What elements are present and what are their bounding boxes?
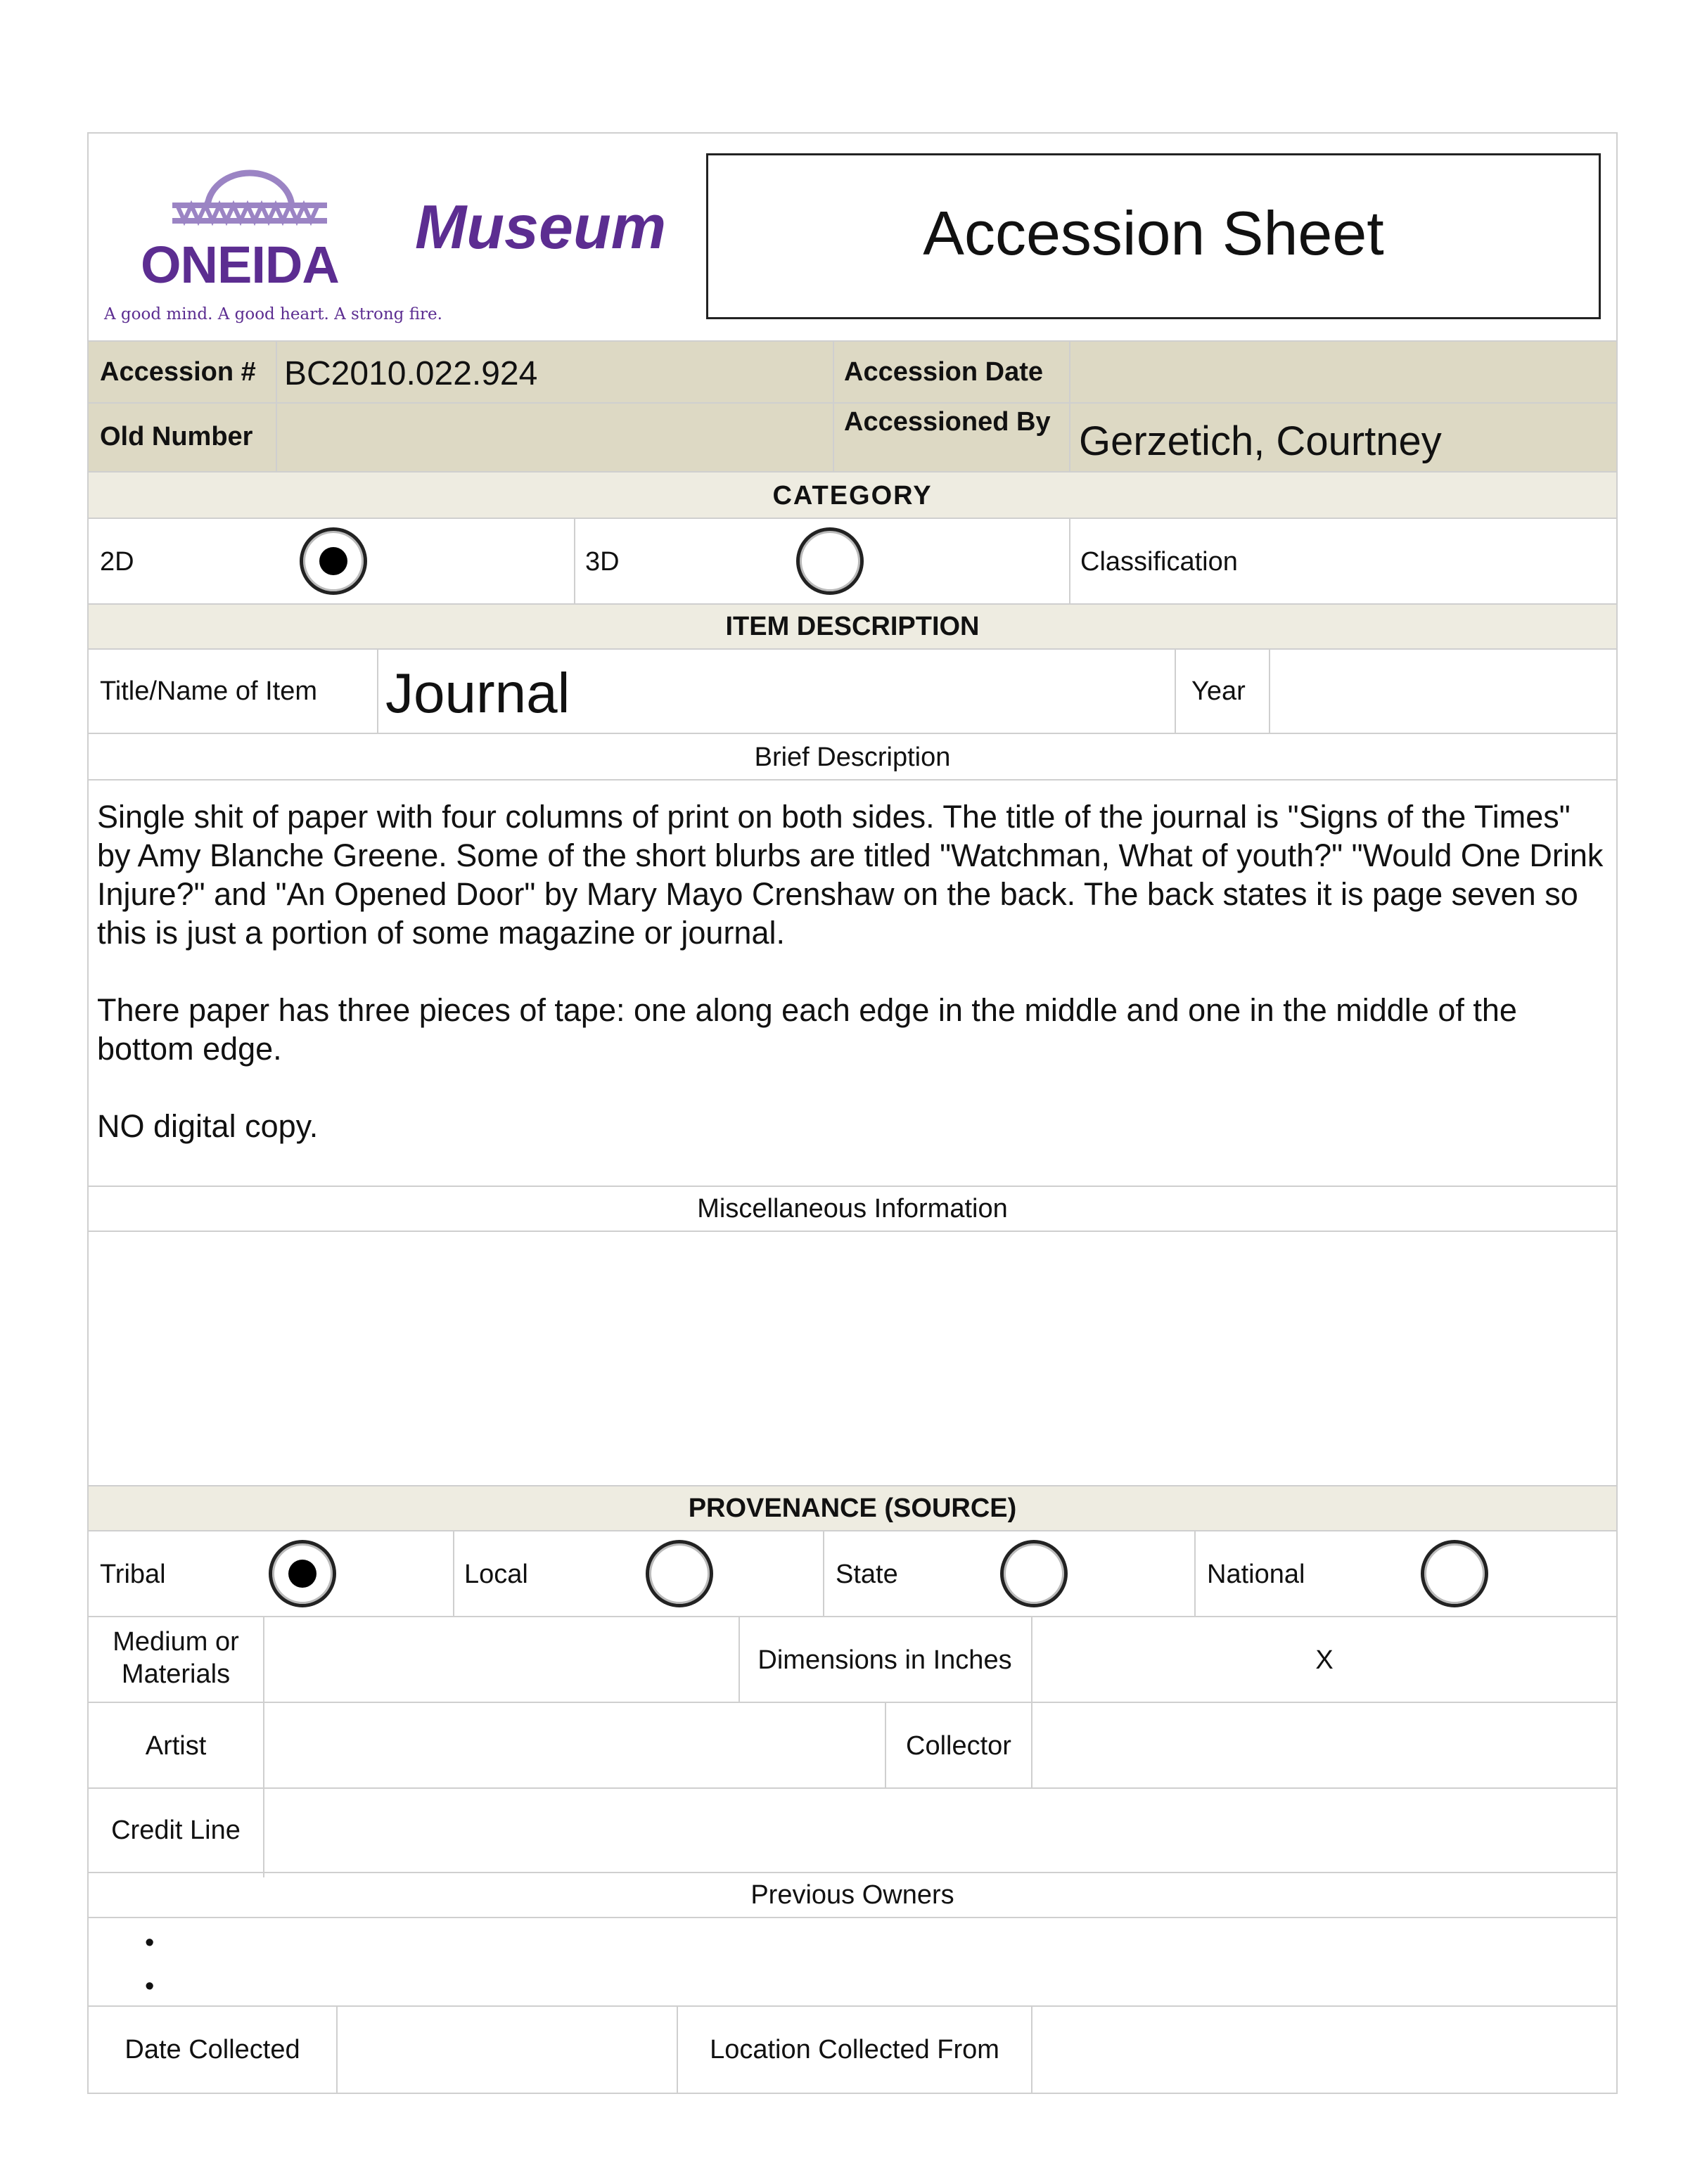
previous-owners-list (145, 1925, 1552, 2012)
option-state-label: State (836, 1560, 898, 1589)
brief-description-paragraph: NO digital copy. (97, 1108, 319, 1144)
sheet-title: Accession Sheet (923, 198, 1384, 268)
collector-label: Collector (906, 1731, 1011, 1761)
previous-owners-label: Previous Owners (750, 1880, 954, 1910)
option-national-label: National (1207, 1560, 1305, 1589)
item-description-heading: ITEM DESCRIPTION (725, 612, 980, 641)
option-3d-label: 3D (585, 547, 620, 577)
dimensions-value[interactable]: X (1315, 1645, 1334, 1675)
oneida-logo (98, 159, 442, 328)
medium-materials-label: Medium or Materials (113, 1627, 239, 1689)
provenance-heading: PROVENANCE (SOURCE) (688, 1494, 1017, 1523)
date-collected-label: Date Collected (124, 2035, 300, 2064)
option-local-label: Local (464, 1560, 528, 1589)
dimensions-label: Dimensions in Inches (757, 1645, 1012, 1675)
bullet-icon: • (145, 1972, 155, 2001)
brief-description-label: Brief Description (754, 743, 951, 772)
misc-information-value[interactable] (97, 1245, 1609, 1477)
oneida-tagline: A good mind. A good heart. A strong fire. (104, 305, 442, 323)
radio-selected-dot-icon (288, 1560, 316, 1588)
accessioned-by-label: Accessioned By (844, 407, 1051, 437)
title-name-label: Title/Name of Item (100, 676, 318, 706)
brief-description-paragraph: There paper has three pieces of tape: one along each edge in the middle and one in the middle of the bottom edge. (97, 992, 1517, 1067)
brief-description-paragraph: Single shit of paper with four columns of print on both sides. The title of the journal is "Signs of the Times" by Amy Blanche Greene. Some of the short blurbs are titled "Watchman, What of youth?" "Would One Drink Injure?" and "An Opened Door" by Mary Mayo Crenshaw on the back. The back states it is page seven so this is just a portion of some magazine or journal. (97, 799, 1604, 951)
title-name-value[interactable]: Journal (385, 662, 570, 724)
classification-label: Classification (1080, 547, 1238, 577)
radio-selected-dot-icon (319, 547, 347, 575)
option-2d-label: 2D (100, 547, 134, 577)
bullet-icon: • (145, 1928, 155, 1958)
radio-local[interactable] (646, 1540, 713, 1607)
credit-line-label: Credit Line (111, 1816, 241, 1845)
location-collected-label: Location Collected From (710, 2035, 999, 2064)
category-heading: CATEGORY (772, 481, 933, 510)
list-item[interactable] (145, 1925, 1552, 1969)
sheet-title-box (706, 153, 1601, 319)
accession-number-value[interactable]: BC2010.022.924 (284, 355, 538, 392)
brief-description-text[interactable] (97, 797, 1609, 1145)
radio-national[interactable] (1421, 1540, 1488, 1607)
radio-tribal[interactable] (269, 1540, 336, 1607)
year-label: Year (1191, 676, 1246, 706)
option-tribal-label: Tribal (100, 1560, 166, 1589)
radio-2d[interactable] (300, 527, 367, 595)
accession-date-label: Accession Date (844, 357, 1044, 387)
misc-information-label: Miscellaneous Information (697, 1194, 1008, 1223)
old-number-label: Old Number (100, 422, 253, 451)
oneida-logo-text: ONEIDA (141, 236, 339, 294)
accession-number-label: Accession # (100, 357, 256, 387)
radio-3d[interactable] (796, 527, 864, 595)
accessioned-by-value[interactable]: Gerzetich, Courtney (1079, 418, 1442, 464)
museum-label: Museum (415, 192, 666, 262)
radio-state[interactable] (1000, 1540, 1068, 1607)
artist-label: Artist (145, 1731, 207, 1761)
